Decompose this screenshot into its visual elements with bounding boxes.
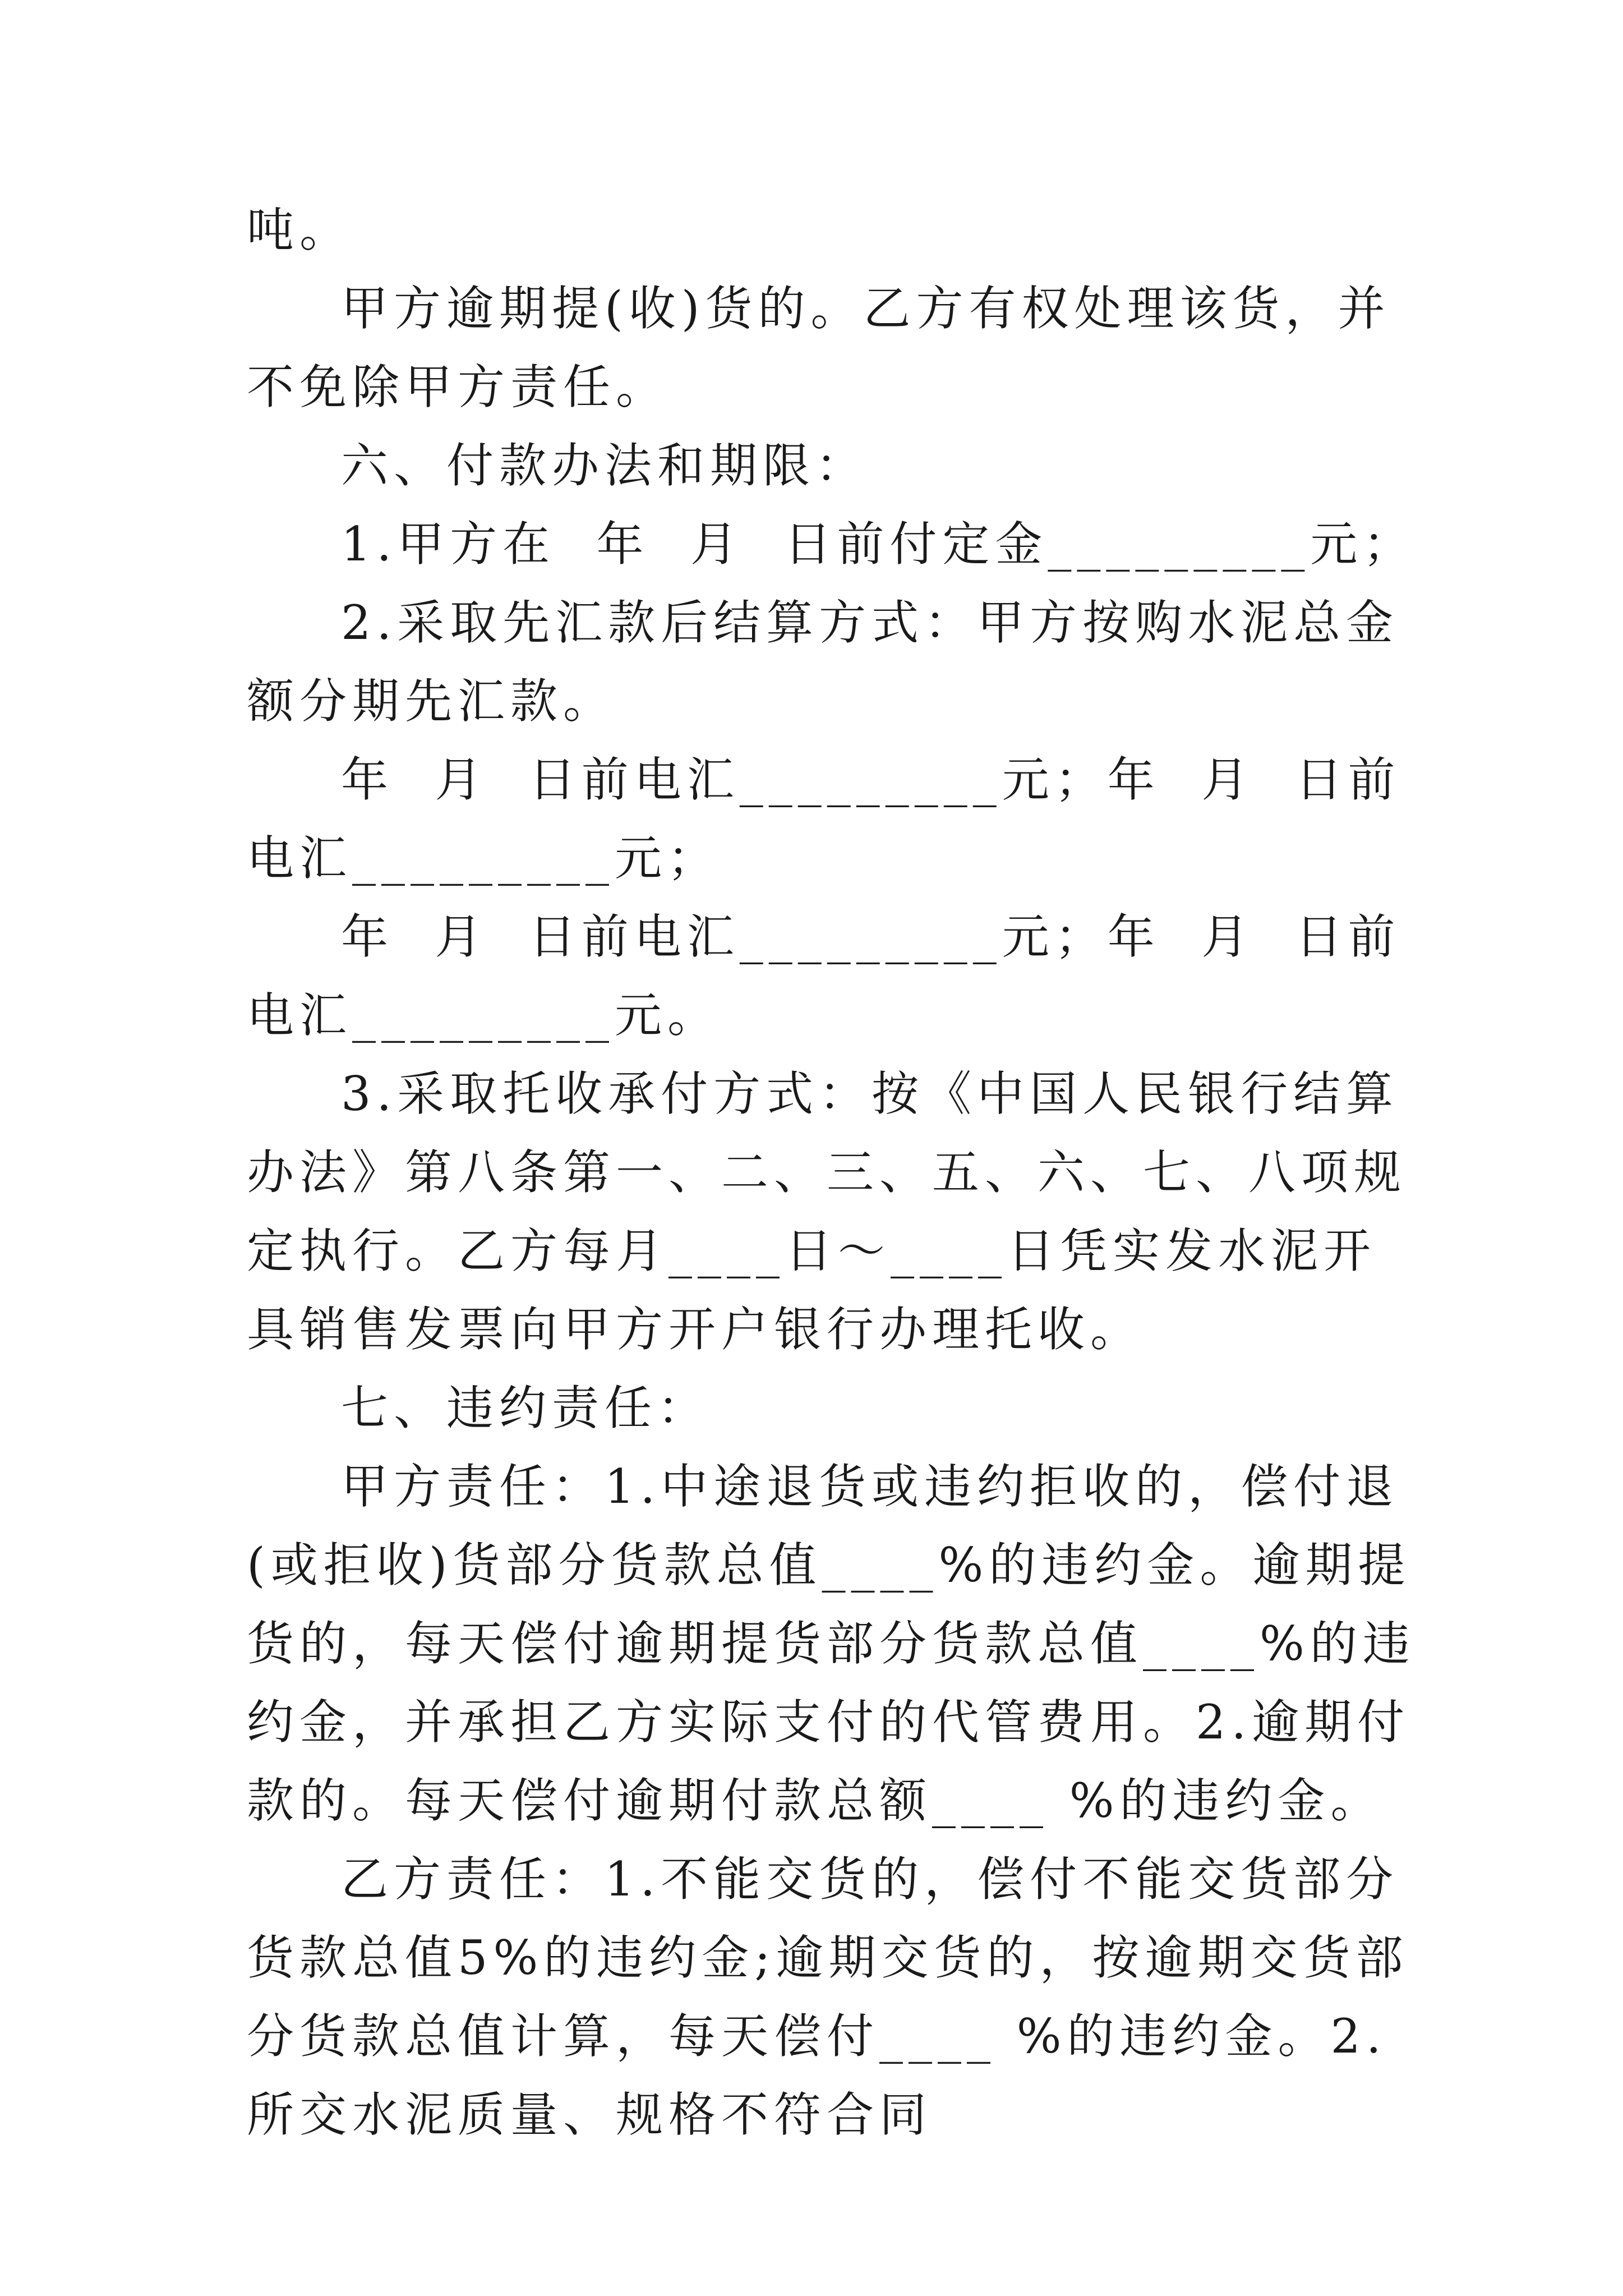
paragraph-continuation: 吨。 <box>247 203 353 257</box>
paragraph-collection: 3.采取托收承付方式：按《中国人民银行结算办法》第八条第一、二、三、五、六、七、八项规定执行。乙方每月____日～____日凭实发水泥开具销售发票向甲方开户银行办理托收。 <box>247 1066 1407 1357</box>
section-heading-payment: 六、付款办法和期限： <box>341 438 869 493</box>
paragraph-party-b-liability: 乙方责任：1.不能交货的，偿付不能交货部分货款总值5%的违约金;逾期交货的，按逾期交货部分货款总值计算，每天偿付____ %的违约金。2.所交水泥质量、规格不符合同 <box>247 1852 1409 2142</box>
section-heading-liability: 七、违约责任： <box>341 1381 711 1435</box>
paragraph-prepayment: 2.采取先汇款后结算方式：甲方按购水泥总金额分期先汇款。 <box>247 595 1399 729</box>
document-body <box>247 191 1424 2154</box>
paragraph-deposit: 1.甲方在 年 月 日前付定金_________元； <box>341 517 1416 572</box>
paragraph-wire-schedule-2: 年 月 日前电汇_________元；年 月 日前电汇_________元。 <box>247 909 1401 1043</box>
paragraph-party-a-liability: 甲方责任：1.中途退货或违约拒收的，偿付退(或拒收)货部分货款总值____%的违约金。逾期提货的，每天偿付逾期提货部分货款总值____%的违约金，并承担乙方实际支付的代管费用。2.逾期付款的。每天偿付逾期付款总额____ %的违约金。 <box>247 1459 1415 1828</box>
paragraph-late-pickup: 甲方逾期提(收)货的。乙方有权处理该货，并不免除甲方责任。 <box>247 281 1391 415</box>
paragraph-wire-schedule-1: 年 月 日前电汇_________元；年 月 日前电汇_________元； <box>247 752 1401 886</box>
